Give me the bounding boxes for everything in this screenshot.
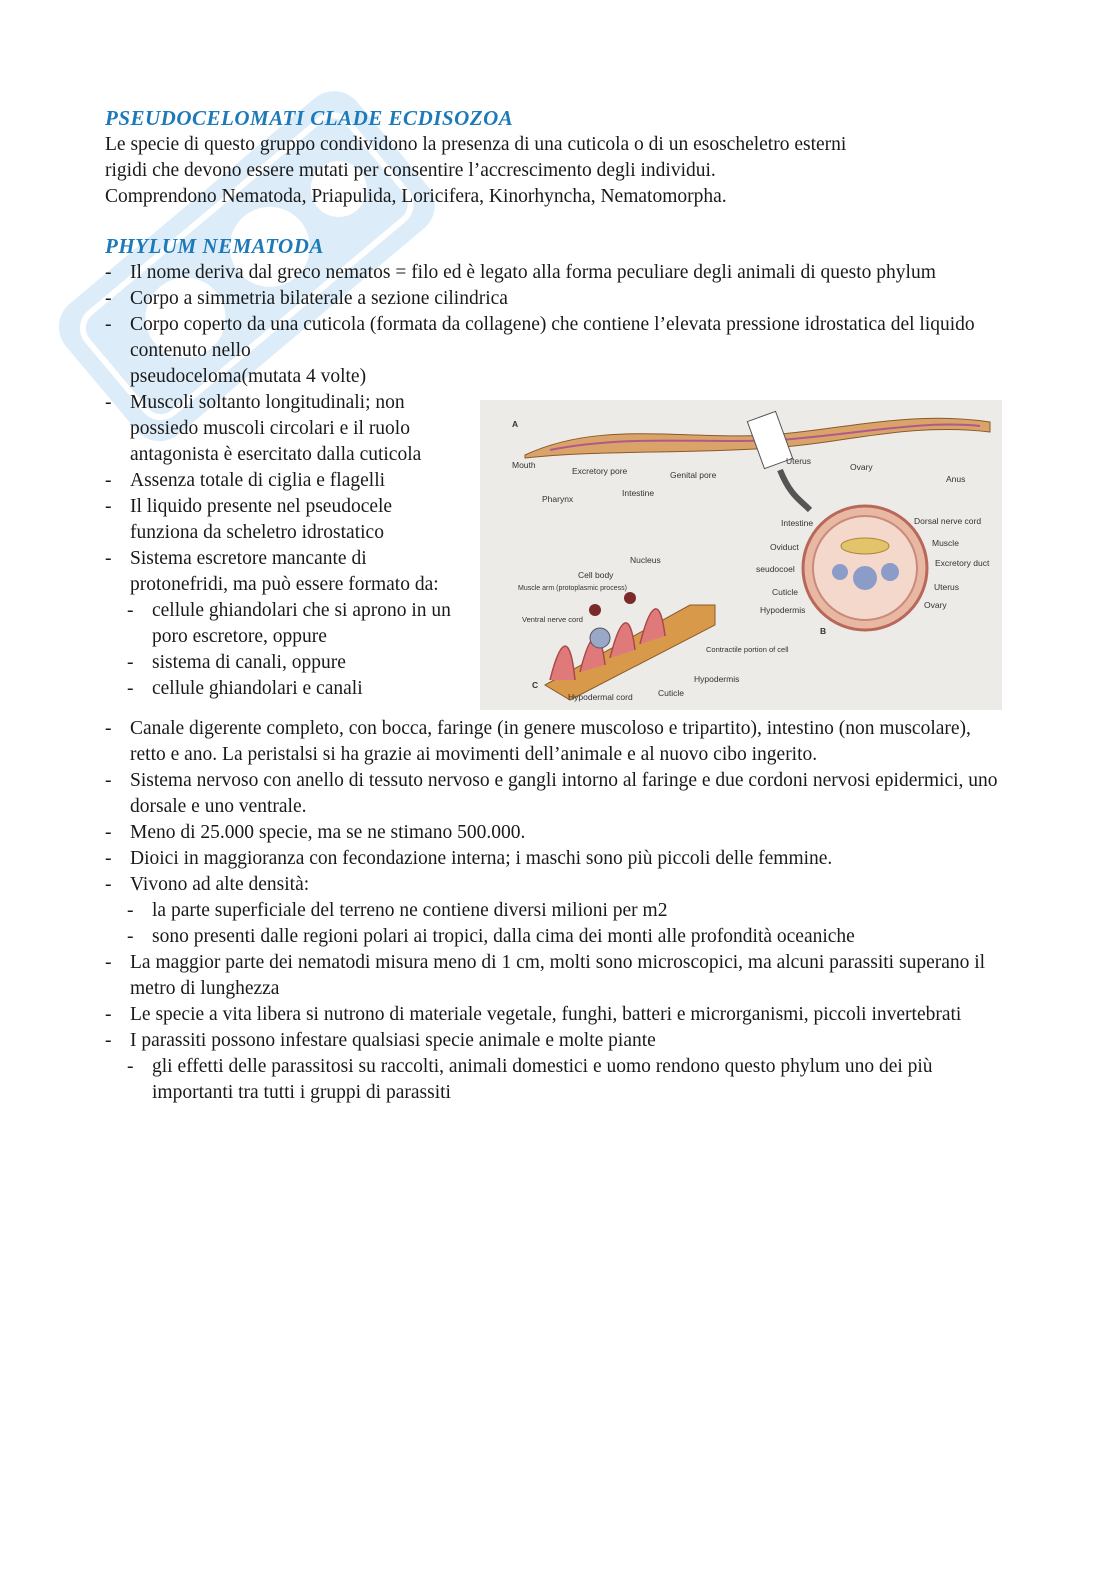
label-c-contractile: Contractile portion of cell (706, 645, 789, 654)
label-c-ventral-nerve: Ventral nerve cord (522, 615, 583, 624)
list-item: - Assenza totale di ciglia e flagelli (105, 468, 455, 494)
list-item: - Le specie a vita libera si nutrono di materiale vegetale, funghi, batteri e microrganismi, piccoli invertebrati (105, 1002, 1005, 1028)
ventral-nerve-cord-shape (590, 628, 610, 648)
label-ovary: Ovary (850, 462, 873, 472)
label-b-oviduct: Oviduct (770, 542, 799, 552)
list-item: - I parassiti possono infestare qualsiasi specie animale e molte piante (105, 1028, 1005, 1054)
anatomy-diagram (480, 400, 1002, 710)
label-b-muscle: Muscle (932, 538, 959, 548)
sub-list-item: - la parte superficiale del terreno ne contiene diversi milioni per m2 (105, 898, 1005, 924)
label-c-cell-body: Cell body (578, 570, 614, 580)
cross-section-oviduct (881, 563, 899, 581)
bullet-list-top (105, 260, 1005, 364)
label-mouth: Mouth (512, 460, 536, 470)
intro-line-2: rigidi che devono essere mutati per consentire l’accrescimento degli individui. (105, 160, 716, 181)
cross-section-intestine (841, 538, 889, 554)
sub-list-item: - sistema di canali, oppure (105, 650, 455, 676)
list-item-continuation: pseudoceloma(mutata 4 volte) (130, 366, 367, 387)
label-b-ovary: Ovary (924, 600, 947, 610)
cross-section-uterus (853, 566, 877, 590)
label-genital-pore: Genital pore (670, 470, 717, 480)
list-item: - La maggior parte dei nematodi misura meno di 1 cm, molti sono microscopici, ma alcuni parassiti superano il metro di lunghezza (105, 950, 1005, 1002)
sub-list-item: - cellule ghiandolari e canali (105, 676, 455, 702)
label-c-hypodermal-cord: Hypodermal cord (568, 692, 633, 702)
list-item: - Sistema nervoso con anello di tessuto nervoso e gangli intorno al faringe e due cordoni nervosi epidermici, uno dorsale e uno ventrale. (105, 768, 1005, 820)
label-pharynx: Pharynx (542, 494, 574, 504)
list-item: - Il liquido presente nel pseudocele funziona da scheletro idrostatico (105, 494, 455, 546)
sub-list-item: - sono presenti dalle regioni polari ai tropici, dalla cima dei monti alle profondità oceaniche (105, 924, 1005, 950)
cell-body-nucleus (589, 604, 601, 616)
intro-line-3: Comprendono Nematoda, Priapulida, Loricifera, Kinorhyncha, Nematomorpha. (105, 186, 727, 207)
cell-body-nucleus-2 (624, 592, 636, 604)
list-item: - Canale digerente completo, con bocca, faringe (in genere muscoloso e tripartito), intestino (non muscolare), retto e ano. La peristalsi si ha grazie ai movimenti dell’animale e al nuovo cibo ingerito. (105, 716, 1005, 768)
list-item: - Dioici in maggioranza con fecondazione interna; i maschi sono più piccoli delle femmine. (105, 846, 1005, 872)
label-c-muscle-arm: Muscle arm (protoplasmic process) (518, 585, 627, 592)
label-b-dorsal-nerve: Dorsal nerve cord (914, 516, 982, 526)
bullet-list-side (105, 390, 455, 702)
intro-line-1: Le specie di questo gruppo condividono la presenza di una cuticola o di un esoscheletro esterni (105, 134, 847, 155)
list-item: - Meno di 25.000 specie, ma se ne stimano 500.000. (105, 820, 1005, 846)
list-item: - Corpo a simmetria bilaterale a sezione cilindrica (105, 286, 1005, 312)
nematode-anatomy-figure (480, 400, 1002, 710)
label-c-cuticle: Cuticle (658, 688, 684, 698)
section-title-ecdisozoa: PSEUDOCELOMATI CLADE ECDISOZOA (105, 106, 514, 130)
bullet-list-bottom (105, 716, 1005, 1106)
label-b-hypodermis: Hypodermis (760, 605, 806, 615)
label-excretory-pore: Excretory pore (572, 466, 628, 476)
arrow-to-section (780, 470, 810, 510)
section-title-nematoda: PHYLUM NEMATODA (105, 234, 324, 258)
sub-list-item: - gli effetti delle parassitosi su raccolti, animali domestici e uomo rendono questo phylum uno dei più importanti tra tutti i gruppi di parassiti (105, 1054, 1005, 1106)
cross-section-ovary (832, 564, 848, 580)
label-b-uterus: Uterus (934, 582, 960, 592)
list-item: - Il nome deriva dal greco nematos = filo ed è legato alla forma peculiare degli animali di questo phylum (105, 260, 1005, 286)
list-item: - Vivono ad alte densità: (105, 872, 1005, 898)
list-item: - Corpo coperto da una cuticola (formata da collagene) che contiene l’elevata pressione idrostatica del liquido contenuto nello (105, 312, 1005, 364)
label-c-nucleus: Nucleus (630, 555, 661, 565)
label-intestine-a: Intestine (622, 488, 655, 498)
label-b-pseudocoel: seudocoel (756, 564, 795, 574)
panel-a-label: A (512, 419, 519, 429)
panel-c-label: C (532, 680, 539, 690)
label-uterus: Uterus (786, 456, 812, 466)
list-item: - Muscoli soltanto longitudinali; non possiedo muscoli circolari e il ruolo antagonista è esercitato dalla cuticola (105, 390, 455, 468)
label-c-hypodermis: Hypodermis (694, 674, 740, 684)
label-b-intestine: Intestine (781, 518, 814, 528)
label-b-cuticle: Cuticle (772, 587, 798, 597)
panel-b-label: B (820, 626, 827, 636)
sub-list-item: - cellule ghiandolari che si aprono in un poro escretore, oppure (105, 598, 455, 650)
label-b-excretory-duct: Excretory duct (935, 558, 990, 568)
label-anus: Anus (946, 474, 966, 484)
list-item: - Sistema escretore mancante di protonefridi, ma può essere formato da: (105, 546, 455, 598)
